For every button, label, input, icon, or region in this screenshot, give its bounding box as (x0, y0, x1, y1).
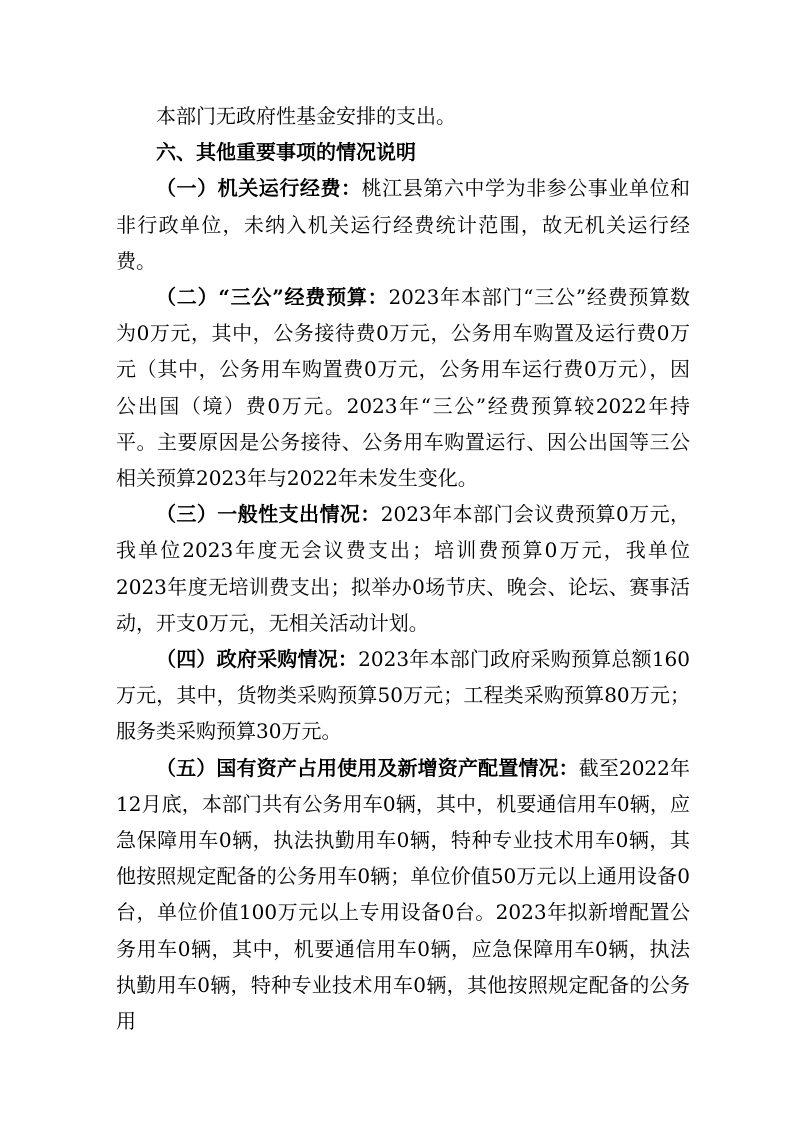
document-body (116, 98, 690, 1039)
three-public-budget-text: 2023年本部门“三公”经费预算数为0万元，其中，公务接待费0万元，公务用车购置及运行费0万元（其中，公务用车购置费0万元，公务用车运行费0万元），因公出国（境）费0万元。2023年“三公”经费预算较2022年持平。主要原因是公务接待、公务用车购置运行、因公出国等三公相关预算2023年与2022年未发生变化。 (116, 285, 690, 491)
paragraph-state-assets (116, 750, 690, 1040)
paragraph-three-public-budget (116, 279, 690, 496)
operating-expenses-text: 桃江县第六中学为非参公事业单位和非行政单位，未纳入机关运行经费统计范围，故无机关运行经费。 (116, 176, 691, 273)
operating-expenses-label: （一）机关运行经费： (156, 176, 362, 201)
general-expenditure-text: 2023年本部门会议费预算0万元，我单位2023年度无会议费支出；培训费预算0万元，我单位2023年度无培训费支出；拟举办0场节庆、晚会、论坛、赛事活动，开支0万元，无相关活动计划。 (116, 502, 691, 635)
government-procurement-text: 2023年本部门政府采购预算总额160万元，其中，货物类采购预算50万元；工程类采购预算80万元；服务类采购预算30万元。 (116, 647, 690, 744)
paragraph-no-fund-expenditure: 本部门无政府性基金安排的支出。 (156, 104, 456, 128)
three-public-budget-label: （二）“三公”经费预算： (156, 285, 389, 310)
paragraph-general-expenditure (116, 496, 690, 641)
paragraph-government-procurement (116, 641, 690, 750)
state-assets-label: （五）国有资产占用使用及新增资产配置情况： (156, 755, 579, 780)
general-expenditure-label: （三）一般性支出情况： (156, 502, 381, 527)
paragraph-operating-expenses (116, 170, 690, 279)
state-assets-text: 截至2022年12月底，本部门共有公务用车0辆，其中，机要通信用车0辆，应急保障用车0辆，执法执勤用车0辆，特种专业技术用车0辆，其他按照规定配备的公务用车0辆；单位价值50万元以上通用设备0台，单位价值100万元以上专用设备0台。2023年拟新增配置公务用车0辆，其中，机要通信用车0辆，应急保障用车0辆，执法执勤用车0辆，特种专业技术用车0辆，其他按照规定配备的公务用 (116, 755, 691, 1034)
section-six-heading: 六、其他重要事项的情况说明 (156, 140, 416, 165)
government-procurement-label: （四）政府采购情况： (156, 647, 359, 672)
